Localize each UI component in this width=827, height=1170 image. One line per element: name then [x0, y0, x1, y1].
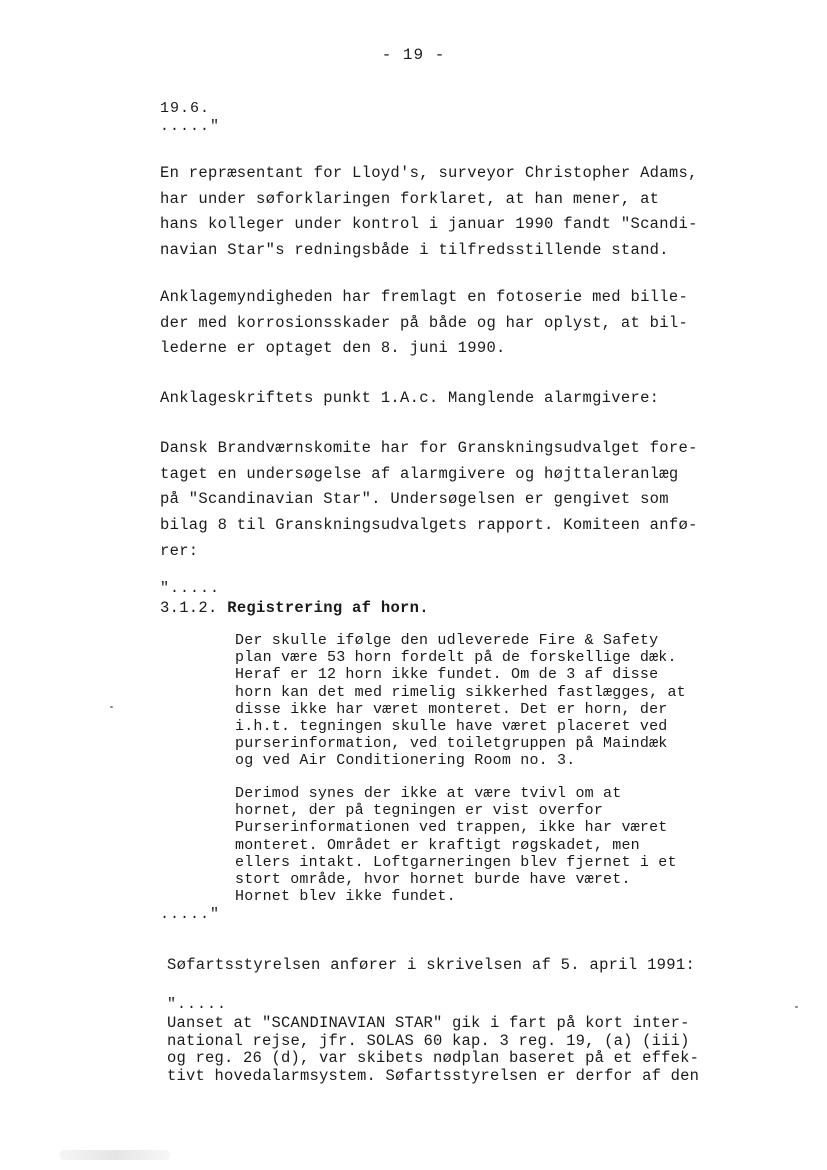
text-line: og reg. 26 (d), var skibets nødplan baseret på et effek-: [167, 1049, 700, 1067]
quote-start-marker: ".....: [160, 580, 221, 597]
text-line: der med korrosionsskader på både og har oplyst, at bil-: [160, 313, 689, 332]
text-line: taget en undersøgelse af alarmgivere og højttaleranlæg: [160, 464, 679, 483]
text-line: national rejse, jfr. SOLAS 60 kap. 3 reg. 19, (a) (iii): [167, 1031, 690, 1050]
scan-smudge: [60, 1150, 170, 1160]
text-line: Heraf er 12 horn ikke fundet. Om de 3 af disse: [235, 666, 659, 684]
text-line: og ved Air Conditionering Room no. 3.: [235, 752, 576, 770]
text-line: En repræsentant for Lloyd's, surveyor Christopher Adams,: [160, 164, 698, 182]
paragraph-lloyds: [160, 161, 730, 264]
paragraph-sofart: [167, 953, 737, 979]
quote-paragraph-1: [235, 632, 735, 770]
scan-speck: [795, 1006, 798, 1008]
subsection-number: 3.1.2.: [160, 599, 218, 617]
subsection-heading: [160, 599, 429, 617]
text-line: har under søforklaringen forklaret, at han mener, at: [160, 189, 660, 208]
text-line: Anklagemyndigheden har fremlagt en fotoserie med bille-: [160, 288, 689, 306]
text-line: hans kolleger under kontrol i januar 1990 fandt "Scandi-: [160, 215, 698, 234]
quote-paragraph-2: [235, 785, 735, 905]
text-line: bilag 8 til Granskningsudvalgets rapport. Komiteen anfø-: [160, 516, 698, 535]
heading-1ac: [160, 386, 730, 412]
text-line: navian Star"s redningsbåde i tilfredsstillende stand.: [160, 241, 669, 260]
quote-end-marker: .....": [160, 118, 221, 135]
text-line: Anklageskriftets punkt 1.A.c. Manglende alarmgivere:: [160, 389, 660, 407]
text-line: Derimod synes der ikke at være tvivl om at: [235, 785, 622, 802]
text-line: ellers intakt. Loftgarneringen blev fjernet i et: [235, 853, 677, 871]
text-line: på "Scandinavian Star". Undersøgelsen er gengivet som: [160, 490, 669, 509]
text-line: i.h.t. tegningen skulle have været placeret ved: [235, 718, 668, 736]
text-line: monteret. Området er kraftigt røgskadet, men: [235, 836, 640, 854]
text-line: Purserinformationen ved trappen, ikke har været: [235, 819, 668, 837]
paragraph-photos: [160, 285, 730, 362]
text-line: stort område, hvor hornet burde have været.: [235, 871, 631, 889]
text-line: tivt hovedalarmsystem. Søfartsstyrelsen er derfor af den: [167, 1066, 700, 1085]
quote-paragraph-3: [167, 1015, 737, 1085]
text-line: Uanset at "SCANDINAVIAN STAR" gik i fart på kort inter-: [167, 1014, 690, 1032]
text-line: disse ikke har været monteret. Det er horn, der: [235, 700, 668, 718]
text-line: rer:: [160, 541, 199, 560]
page-number: - 19 -: [381, 46, 446, 64]
quote-start-marker: ".....: [167, 996, 228, 1013]
scan-speck: [110, 706, 113, 708]
text-line: horn kan det med rimelig sikkerhed fastlægges, at: [235, 683, 686, 701]
section-ref: 19.6.: [160, 100, 211, 117]
text-line: plan være 53 horn fordelt på de forskellige dæk.: [235, 649, 677, 667]
text-line: Søfartsstyrelsen anfører i skrivelsen af 5. april 1991:: [167, 956, 696, 974]
subsection-title: Registrering af horn.: [227, 599, 429, 617]
quote-end-marker: .....": [160, 906, 221, 923]
text-line: hornet, der på tegningen er vist overfor: [235, 802, 604, 820]
text-line: Hornet blev ikke fundet.: [235, 888, 456, 906]
text-line: purserinformation, ved toiletgruppen på Maindæk: [235, 735, 668, 753]
text-line: Dansk Brandværnskomite har for Granskningsudvalget fore-: [160, 439, 698, 457]
text-line: Der skulle ifølge den udleverede Fire & Safety: [235, 632, 659, 649]
text-line: lederne er optaget den 8. juni 1990.: [160, 339, 506, 358]
paragraph-dbk: [160, 436, 730, 565]
